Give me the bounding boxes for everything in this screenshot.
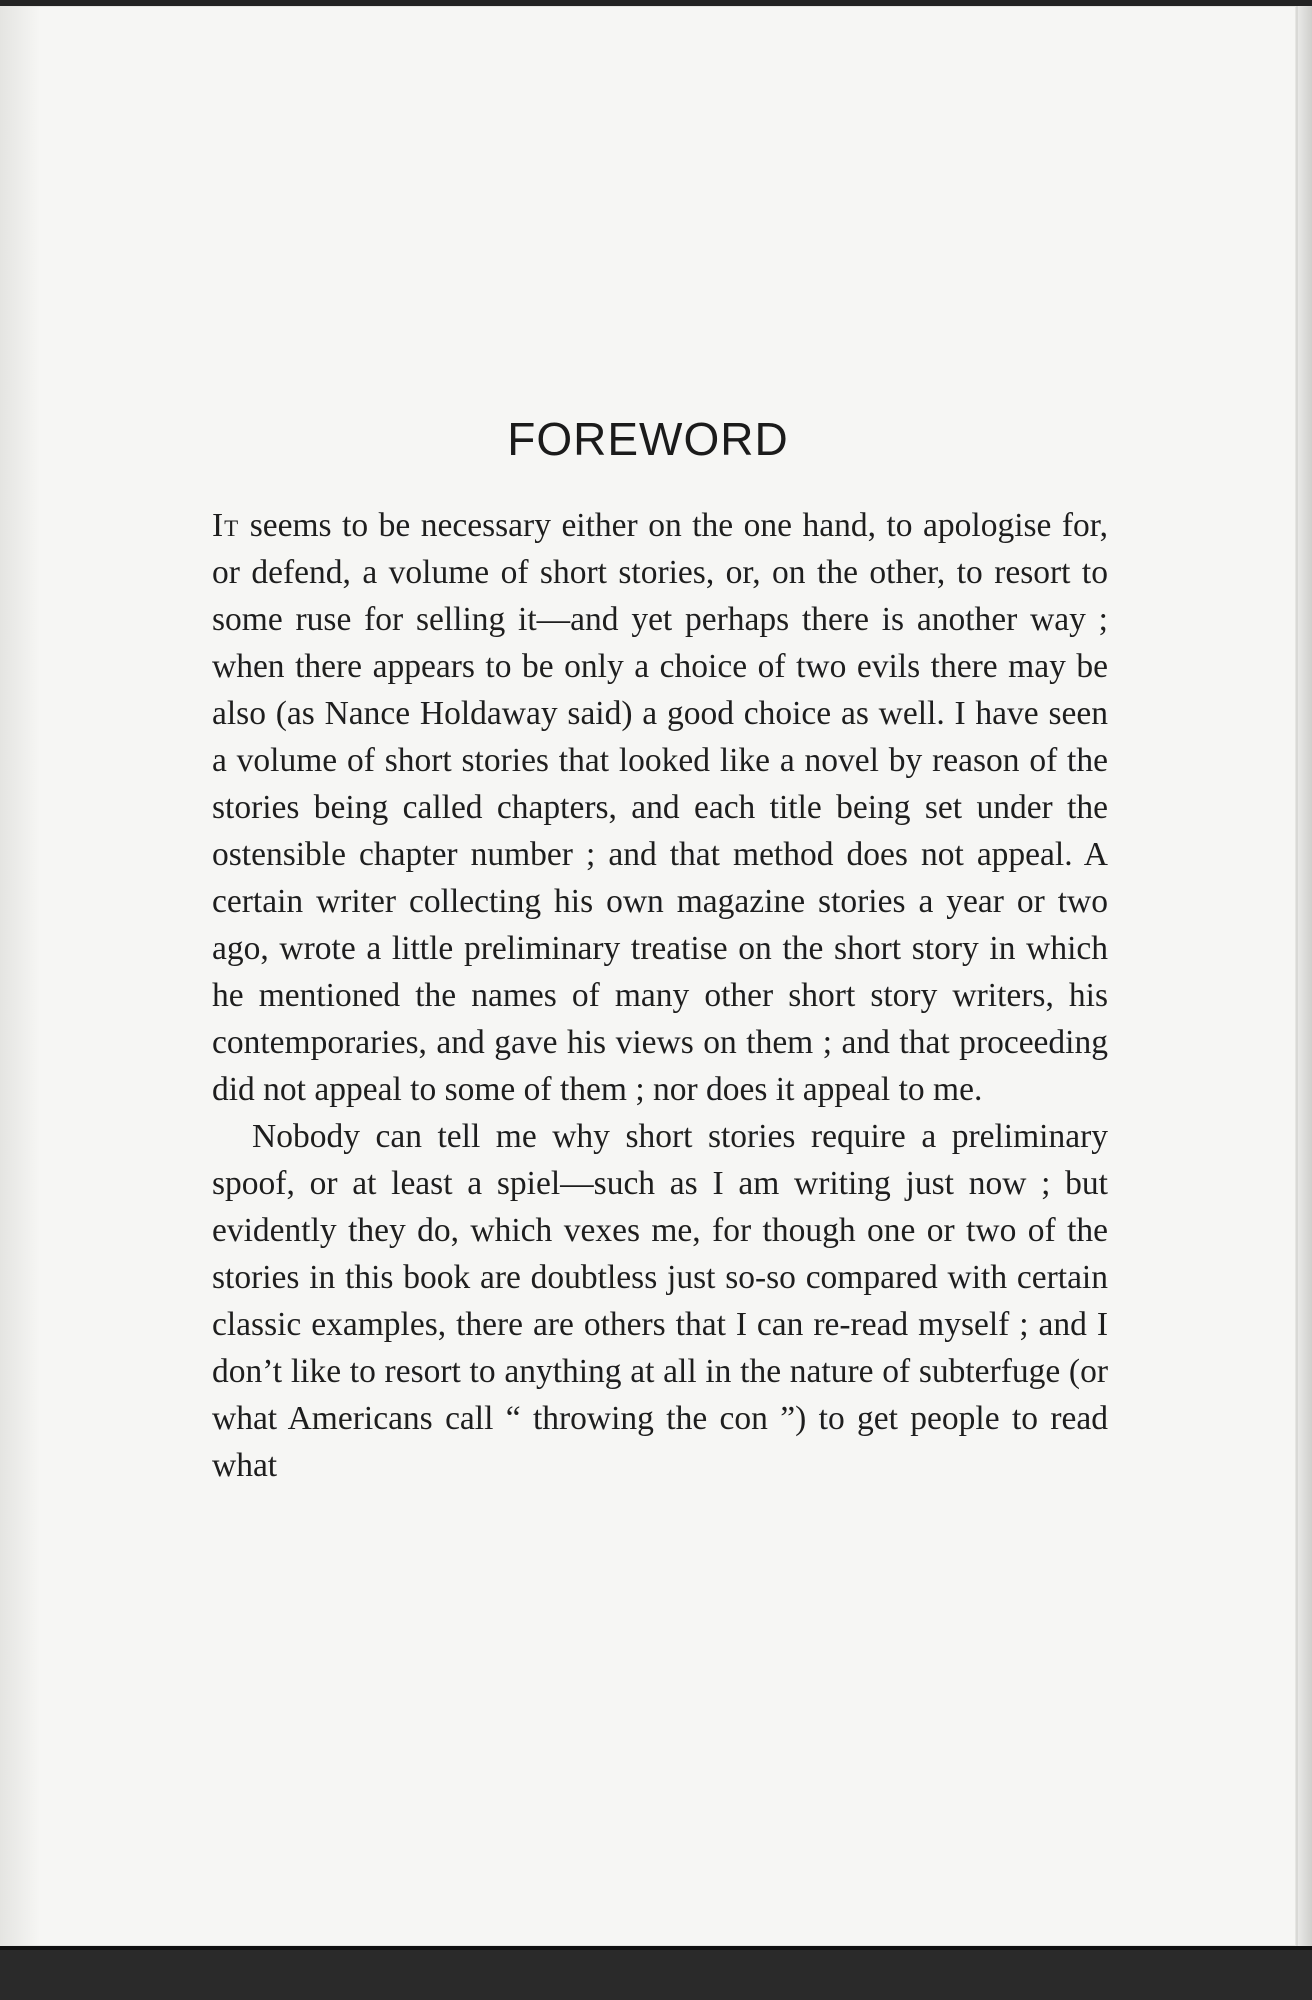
- book-page: [0, 6, 1298, 1946]
- gutter-shadow: [0, 6, 40, 1946]
- scan-bottom-band: [0, 1946, 1312, 2000]
- paragraph-1: [212, 502, 1108, 1113]
- paragraph-1-text: seems to be necessary either on the one hand, to apologise for, or defend, a volume of short stories, or, on the other, to resort to some ruse for selling it—and yet perhaps there is another way ; when there appears to be only a choice of two evils there may be also (as Nance Holdaway said) a good choice as well. I have seen a volume of short stories that looked like a novel by reason of the stories being called chapters, and each title being set under the ostensible chapter number ; and that method does not appeal. A certain writer collecting his own magazine stories a year or two ago, wrote a little preliminary treatise on the short story in which he mentioned the names of many other short story writers, his contemporaries, and gave his views on them ; and that proceeding did not appeal to some of them ; nor does it appeal to me.: [212, 507, 1108, 1108]
- page-edge: [1298, 6, 1312, 1946]
- page-heading: FOREWORD: [507, 413, 789, 465]
- paragraph-2: Nobody can tell me why short stories require a preliminary spoof, or at least a spiel—such as I am writing just now ; but evidently they do, which vexes me, for though one or two of the stories in this book are doubtless just so-so compared with certain classic examples, there are others that I can re-read myself ; and I don’t like to resort to anything at all in the nature of subterfuge (or what Americans call “ throwing the con ”) to get people to read what: [212, 1118, 1108, 1484]
- body-text: [212, 502, 1108, 1489]
- paragraph-1-lead: It: [212, 507, 240, 544]
